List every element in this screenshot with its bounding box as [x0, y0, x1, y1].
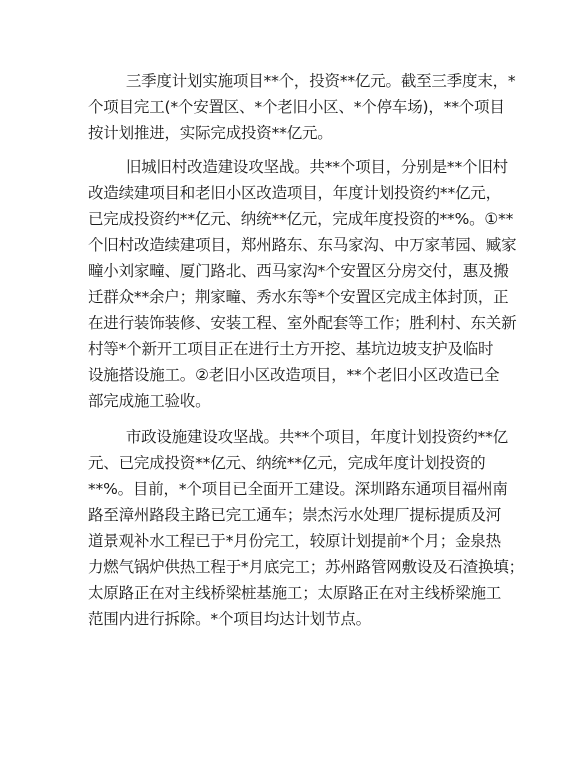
text-line: 按计划推进，实际完成投资**亿元。 [88, 124, 333, 142]
paragraph-municipal-facilities [88, 424, 524, 632]
text-line: 村等*个新开工项目正在进行土方开挖、基坑边坡支护及临时 [88, 340, 494, 358]
text-line: 市政设施建设攻坚战。共**个项目，年度计划投资约**亿 [88, 428, 508, 446]
text-line: 已完成投资约**亿元、纳统**亿元，完成年度投资的**%。①** [88, 210, 514, 228]
text-line: 个项目完工(*个安置区、*个老旧小区、*个停车场)，**个项目 [88, 98, 505, 116]
text-line: 范围内进行拆除。*个项目均达计划节点。 [88, 610, 371, 628]
text-line: 旧城旧村改造建设攻坚战。共**个项目，分别是**个旧村 [88, 158, 508, 176]
text-line: 疃小刘家疃、厦门路北、西马家沟*个安置区分房交付，惠及搬 [88, 262, 509, 280]
text-line: **%。目前，*个项目已全面开工建设。深圳路东通项目福州南 [88, 480, 508, 498]
text-line: 太原路正在对主线桥梁桩基施工；太原路正在对主线桥梁施工 [88, 584, 502, 602]
paragraph-quarterly-summary [88, 68, 516, 146]
text-line: 迁群众**余户；荆家疃、秀水东等*个安置区完成主体封顶，正 [88, 288, 509, 306]
text-line: 元、已完成投资**亿元、纳统**亿元，完成年度计划投资的 [88, 454, 486, 472]
text-line: 路至漳州路段主路已完工通车；崇杰污水处理厂提标提质及河 [88, 506, 502, 524]
text-line: 部完成施工验收。 [88, 392, 211, 410]
text-line: 设施搭设施工。②老旧小区改造项目，**个老旧小区改造已全 [88, 366, 500, 384]
text-line: 力燃气锅炉供热工程于*月底完工；苏州路管网敷设及石渣换填； [88, 558, 524, 576]
paragraph-old-village-renovation [88, 154, 517, 414]
text-line: 个旧村改造续建项目，郑州路东、东马家沟、中万家苇园、臧家 [88, 236, 517, 254]
text-line: 改造续建项目和老旧小区改造项目，年度计划投资约**亿元， [88, 184, 501, 202]
text-line: 在进行装饰装修、安装工程、室外配套等工作；胜利村、东关新 [88, 314, 517, 332]
text-line: 道景观补水工程已于*月份完工，较原计划提前*个月；金泉热 [88, 532, 501, 550]
text-line: 三季度计划实施项目**个，投资**亿元。截至三季度末，* [88, 72, 516, 90]
